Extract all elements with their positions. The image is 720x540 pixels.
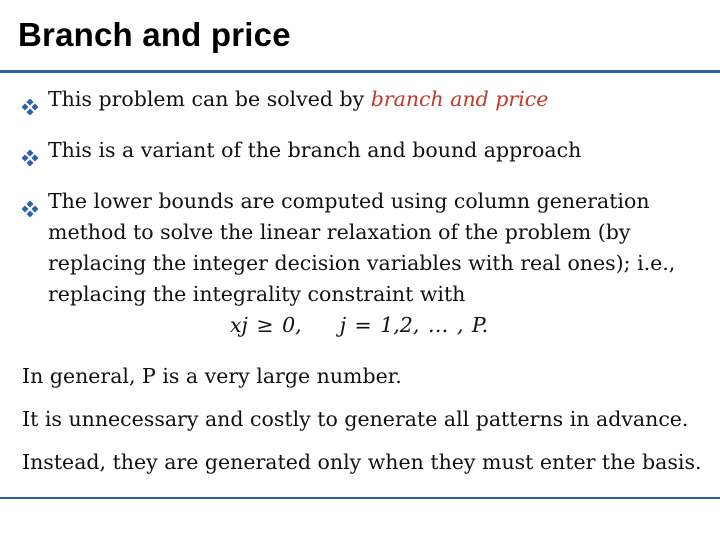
paragraph: It is unnecessary and costly to generate all patterns in advance. — [22, 407, 689, 431]
bullet-text — [48, 84, 712, 115]
bullet-text: This is a variant of the branch and bound approach — [48, 138, 582, 162]
bullet-text — [48, 186, 712, 341]
diamond-bullet-icon — [22, 84, 48, 124]
paragraph: In general, P is a very large number. — [22, 364, 402, 388]
paragraph-block — [22, 361, 712, 478]
bullet-text-plain: This problem can be solved by — [48, 87, 371, 111]
emphasis-text: branch and price — [370, 87, 549, 111]
bullet-item — [22, 186, 712, 341]
bullet-text-body: The lower bounds are computed using column generation method to solve the linear relaxation of the problem (by replacing the integer decision variables with real ones); i.e., replacing the integrality constraint with — [48, 189, 676, 306]
formula-left: xj ≥ 0, — [230, 313, 302, 337]
slide-content — [22, 84, 712, 478]
bullet-item — [22, 135, 712, 175]
paragraph: Instead, they are generated only when they must enter the basis. — [22, 450, 702, 474]
diamond-bullet-icon — [22, 186, 48, 226]
diamond-bullet-icon — [22, 135, 48, 175]
bullet-item — [22, 84, 712, 124]
footer-divider — [0, 497, 720, 499]
formula-right: j = 1,2, … , P. — [339, 313, 489, 337]
slide-title: Branch and price — [18, 16, 291, 53]
title-divider — [0, 70, 720, 73]
constraint-formula — [48, 310, 712, 341]
